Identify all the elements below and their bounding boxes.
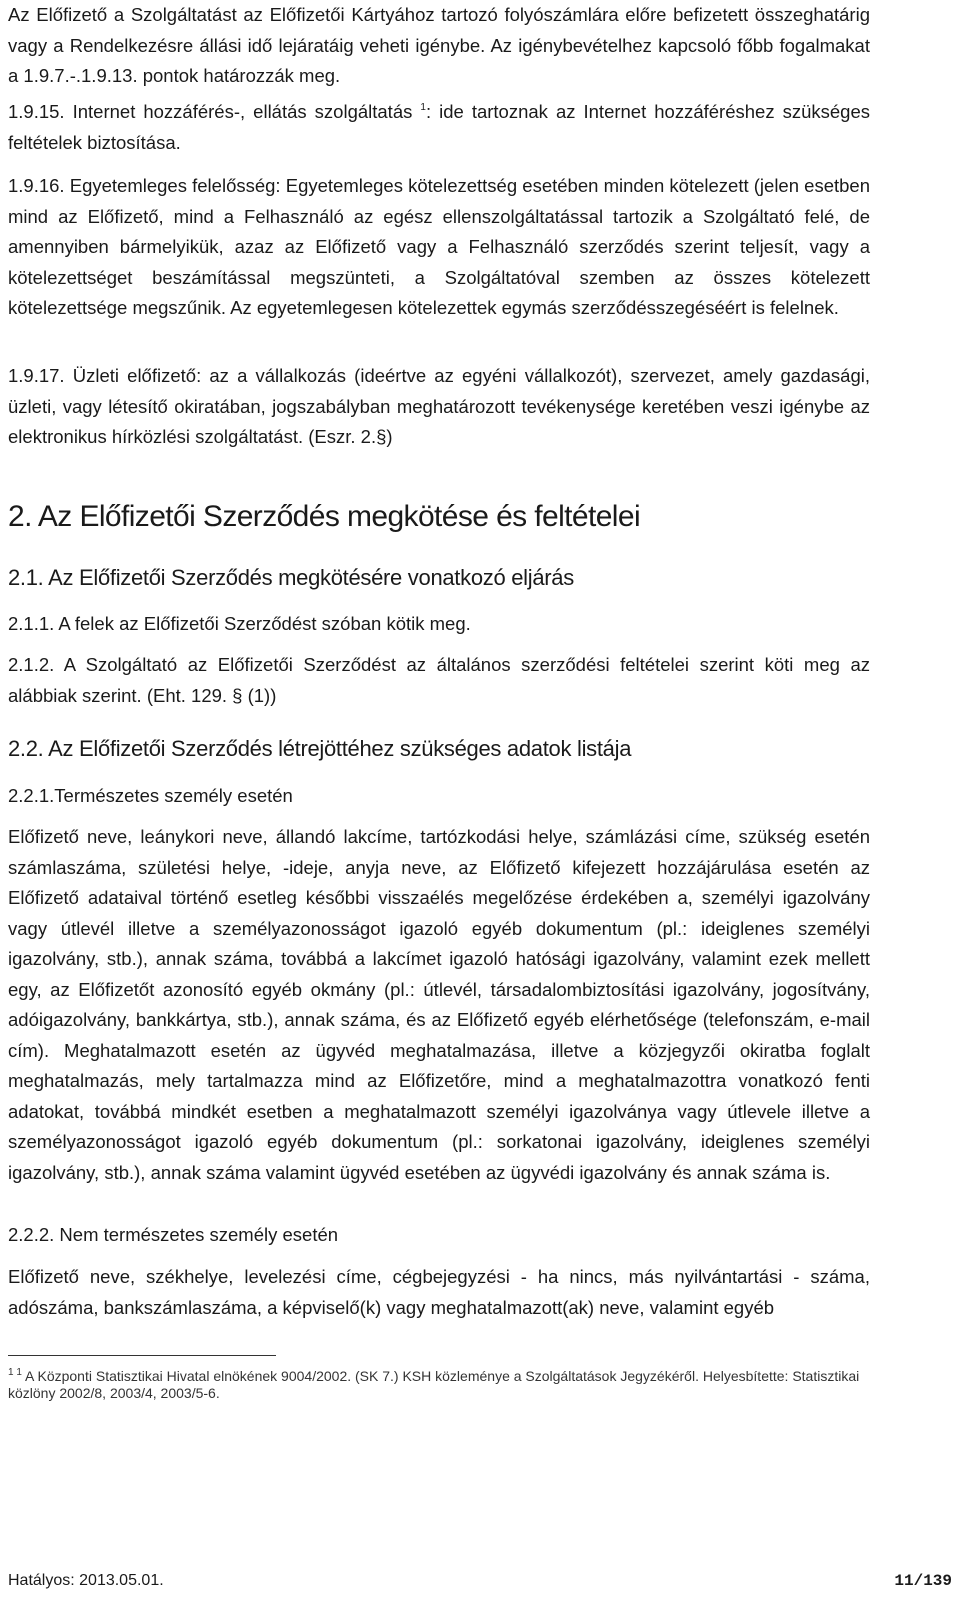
page-number: 11/139 [894,1572,952,1590]
footnote-reference: 1 [420,102,426,113]
paragraph-2-1-2: 2.1.2. A Szolgáltató az Előfizetői Szerződést az általános szerződési feltételei szerint köti meg az alábbiak szerint. (Eht. 129. § (1)) [8,654,870,706]
paragraph-2-2-1-body: Előfizető neve, leánykori neve, állandó lakcíme, tartózkodási helye, számlázási címe, szükség esetén számlaszáma, születési helye, -ideje, anyja neve, az Előfizető kifejezett hozzájárulása esetén az Előfizető adataival történő esetleg későbbi visszaélés megelőzése érdekében a, személyi igazolvány vagy útlevél illetve a személyazonosságot igazoló egyéb dokumentum (pl.: ideiglenes személyi igazolvány, stb.), annak száma, továbbá a lakcímet igazoló hatósági igazolvány, valamint ezek mellett egy, az Előfizetőt azonosító egyéb okmány (pl.: útlevél, társadalombiztosítási igazolvány, jogosítvány, adóigazolvány, bankkártya, stb.), annak száma, és az Előfizető egyéb elérhetősége (telefonszám, e-mail cím). Meghatalmazott esetén az ügyvéd meghatalmazása, illetve a közjegyzői okiratba foglalt meghatalmazás, mely tartalmazza mind az Előfizetőre, mind a meghatalmazottra vonatkozó fenti adatokat, továbbá mindkét esetben a meghatalmazott személyi igazolványa vagy útlevele illetve a személyazonosságot igazoló egyéb dokumentum (pl.: sorkatonai igazolvány, ideiglenes személyi igazolvány, stb.), annak száma valamint ügyvéd esetében az ügyvédi igazolvány és annak száma is. [8,826,870,1183]
footnote-mark: 1 1 [8,1367,22,1378]
paragraph-intro: Az Előfizető a Szolgáltatást az Előfizetői Kártyához tartozó folyószámlára előre befizetett összeghatárig vagy a Rendelkezésre állási idő lejáratáig veheti igénybe. Az igénybevételhez kapcsoló főbb fogalmakat a 1.9.7.-.1.9.13. pontok határozzák meg. [8,4,870,86]
footnote [8,1368,870,1402]
heading-section-2: 2. Az Előfizetői Szerződés megkötése és feltételei [8,500,641,533]
paragraph-2-1-1: 2.1.1. A felek az Előfizetői Szerződést szóban kötik meg. [8,613,471,634]
heading-2-2: 2.2. Az Előfizetői Szerződés létrejöttéhez szükséges adatok listája [8,736,632,761]
footnote-text: A Központi Statisztikai Hivatal elnökének 9004/2002. (SK 7.) KSH közleménye a Szolgáltatások Jegyzékéről. Helyesbítette: Statisztikai közlöny 2002/8, 2003/4, 2003/5-6. [8,1368,860,1401]
paragraph-2-2-2-body: Előfizető neve, székhelye, levelezési címe, cégbejegyzési - ha nincs, más nyilvántartási - száma, adószáma, bankszámlaszáma, a képviselő(k) vagy meghatalmazott(ak) neve, valamint egyéb [8,1266,870,1318]
paragraph-2-2-1-title: 2.2.1.Természetes személy esetén [8,785,293,806]
paragraph-1-9-16: 1.9.16. Egyetemleges felelősség: Egyetemleges kötelezettség esetében minden kötelezett (jelen esetben mind az Előfizető, mind a Felhasználó az egész ellenszolgáltatással tartozik a Szolgáltató felé, de amennyiben bármelyikük, azaz az Előfizető vagy a Felhasználó szerződés szerint teljesít, vagy a kötelezettséget beszámítással megszünteti, a Szolgáltatóval szemben az összes kötelezett kötelezettsége megszűnik. Az egyetemlegesen kötelezettek egymás szerződésszegéséért is felelnek. [8,175,870,318]
paragraph-1-9-15 [8,97,870,158]
footnote-divider [8,1355,276,1356]
paragraph-1-9-15-text-b: : ide tartoznak az Internet hozzáféréshez szükséges feltételek biztosítása. [8,101,871,153]
paragraph-1-9-17: 1.9.17. Üzleti előfizető: az a vállalkozás (ideértve az egyéni vállalkozót), szervezet, amely gazdasági, üzleti, vagy létesítő okiratában, jogszabályban meghatározott tevékenysége keretében veszi igénybe az elektronikus hírközlési szolgáltatást. (Eszr. 2.§) [8,365,870,447]
paragraph-2-2-2-title: 2.2.2. Nem természetes személy esetén [8,1224,339,1245]
effective-date: Hatályos: 2013.05.01. [8,1572,164,1589]
paragraph-1-9-15-text-a: 1.9.15. Internet hozzáférés-, ellátás szolgáltatás [8,101,413,122]
heading-2-1: 2.1. Az Előfizetői Szerződés megkötésére vonatkozó eljárás [8,565,574,590]
